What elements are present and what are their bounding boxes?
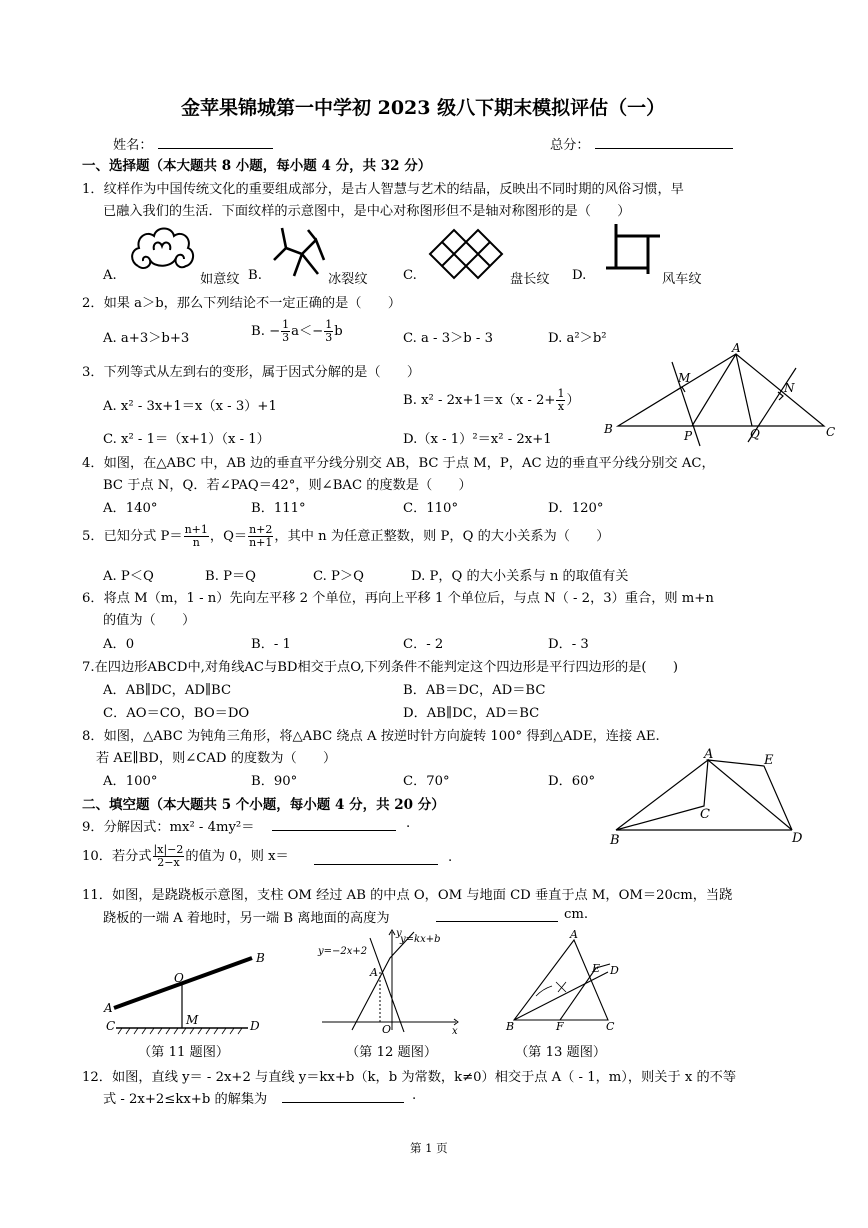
page-number: 第 1 页 [410,1141,448,1155]
q11-label-d: D [250,1019,260,1033]
q2-option-d: D. a²＞b² [548,331,607,346]
q11-stem-line1: 11．如图，是跷跷板示意图，支柱 OM 经过 AB 的中点 O，OM 与地面 CD 垂直于点 M，OM＝20cm，当跷 [82,888,733,903]
q4-label-n: N [784,381,795,395]
q4-option-d: D．120° [548,501,604,516]
q11-unit: cm. [564,907,589,922]
q11-label-b: B [256,951,265,965]
q4-label-m: M [678,371,691,385]
ice-crack-pattern-figure [272,226,328,278]
q7-stem: 7.在四边形ABCD中,对角线AC与BD相交于点O,下列条件不能判定这个四边形是平行四边形的是( ) [82,660,679,675]
name-label: 姓名： [113,138,153,153]
q7-option-d: D．AB∥DC，AD＝BC [403,706,540,721]
q3-option-b: B. x² - 2x+1＝x（x - 2+ $\frac{1}{x}$ ） [403,387,580,413]
q3-option-c: C. x² - 1＝（x+1）（x - 1） [103,432,270,447]
score-label: 总分： [550,138,590,153]
q7-option-c: C．AO＝CO，BO＝DO [103,706,250,721]
q9-period: . [406,816,411,831]
q13-triangle-figure [500,928,630,1036]
q9-stem: 9．分解因式：mx² - 4my²＝ [82,820,255,835]
q4-stem-line1: 4．如图，在△ABC 中，AB 边的垂直平分线分别交 AB，BC 于点 M，P，AC 边的垂直平分线分别交 AC， [82,456,715,471]
q3-stem: 3．下列等式从左到右的变形，属于因式分解的是（ ） [82,365,421,380]
panchang-knot-pattern-figure [428,230,504,278]
q1-option-b: B. [248,268,262,283]
q12-stem-line2: 式 - 2x+2≤kx+b 的解集为 [103,1092,268,1107]
q5-option-a: A. P＜Q [103,569,154,584]
q4-label-c: C [826,425,836,439]
q2-stem: 2．如果 a＞b，那么下列结论不一定正确的是（ ） [82,296,402,311]
q4-triangle-figure [600,342,836,446]
q8-label-b: B [610,833,620,848]
q2-b-fraction: $\frac{1}{3}$ [282,318,290,344]
q11-figure-caption: （第 11 题图） [138,1045,230,1060]
q6-stem-line1: 6．将点 M（m，1 - n）先向左平移 2 个单位，再向上平移 1 个单位后，与点 N（ - 2，3）重合，则 m+n [82,591,714,606]
q8-option-d: D．60° [548,774,596,789]
q13-label-f: F [556,1020,564,1033]
q6-option-d: D．- 3 [548,637,589,652]
q12-line2-label: y=kx+b [400,934,441,945]
q13-label-c: C [606,1020,615,1033]
q8-option-b: B．90° [251,774,298,789]
q8-label-a: A [704,747,714,762]
q4-label-b: B [604,422,613,436]
q2-option-b: B. − $\frac{1}{3}$ a＜− $\frac{1}{3}$ b [251,318,343,344]
q10-answer-blank[interactable] [314,864,438,865]
q11-seesaw-figure [100,948,270,1040]
q5-stem: 5．已知分式 P＝ $\frac{n+1}{n}$ ，Q＝ $\frac{n+2}{n+1}$ ，其中 n 为任意正整数，则 P，Q 的大小关系为（ ） [82,523,610,549]
q12-line1-label: y=−2x+2 [318,946,368,957]
q8-label-d: D [792,831,803,846]
q8-label-c: C [700,807,710,822]
q4-label-a: A [732,341,741,355]
q1-option-d: D. [572,268,587,283]
q4-option-c: C．110° [403,501,459,516]
q2-option-c: C. a - 3＞b - 3 [403,331,493,346]
q1-stem-line2: 已融入我们的生活．下面纹样的示意图中，是中心对称图形但不是轴对称图形的是（ ） [103,204,631,219]
page-title: 金苹果锦城第一中学初 2023 级八下期末模拟评估（一） [181,97,666,119]
q12-period: . [412,1088,417,1103]
section-fill-heading: 二、填空题（本大题共 5 个小题，每小题 4 分，共 20 分） [82,797,445,813]
q4-stem-line2: BC 于点 N，Q．若∠PAQ＝42°，则∠BAC 的度数是（ ） [103,478,472,493]
ruyi-pattern-figure [130,224,196,276]
windmill-pattern-figure [604,224,660,274]
q5-p-fraction: $\frac{n+1}{n}$ [184,523,208,549]
q12-answer-blank[interactable] [282,1102,404,1103]
section-choice-heading: 一、选择题（本大题共 8 小题，每小题 4 分，共 32 分） [82,158,432,174]
q11-stem-line2: 跷板的一端 A 着地时，另一端 B 离地面的高度为 [103,911,390,926]
q5-option-d: D. P，Q 的大小关系与 n 的取值有关 [411,569,629,584]
q6-option-c: C．- 2 [403,637,444,652]
score-blank[interactable] [595,148,733,149]
q6-stem-line2: 的值为（ ） [103,613,196,628]
q3-b-fraction: $\frac{1}{x}$ [557,387,565,413]
q2-b-fraction-2: $\frac{1}{3}$ [325,318,333,344]
q1-caption-a: 如意纹 [200,272,240,287]
q12-graph-figure [318,928,464,1036]
q4-label-p: P [684,429,693,443]
q4-label-q: Q [750,427,760,441]
q5-option-c: C. P＞Q [313,569,364,584]
q5-option-b: B. P＝Q [205,569,256,584]
q6-option-b: B．- 1 [251,637,291,652]
q11-label-a: A [104,1001,113,1015]
q8-rotation-figure [608,744,808,848]
q8-label-e: E [764,753,774,768]
q10-stem: 10．若分式 $\frac{|x|-2}{2-x}$ 的值为 0，则 x＝ [82,843,289,869]
q1-option-a: A. [103,268,117,283]
q8-option-a: A．100° [103,774,158,789]
q10-period: . [448,850,453,865]
q11-label-m: M [186,1013,199,1027]
q12-label-x: x [452,1026,458,1037]
q4-option-b: B．111° [251,501,306,516]
q1-caption-b: 冰裂纹 [328,272,368,287]
q1-caption-c: 盘长纹 [510,272,550,287]
name-blank[interactable] [158,148,273,149]
q11-answer-blank[interactable] [436,921,558,922]
q8-stem-line2: 若 AE∥BD，则∠CAD 的度数为（ ） [96,751,337,766]
q13-label-d: D [610,964,619,977]
q8-option-c: C．70° [403,774,450,789]
q7-option-a: A．AB∥DC，AD∥BC [103,683,232,698]
q5-q-fraction: $\frac{n+2}{n+1}$ [249,523,273,549]
q12-stem-line1: 12．如图，直线 y＝ - 2x+2 与直线 y＝kx+b（k，b 为常数，k≠0）相交于点 A（ - 1，m），则关于 x 的不等 [82,1070,737,1085]
q2-option-a: A. a+3＞b+3 [103,331,190,346]
q8-stem-line1: 8．如图，△ABC 为钝角三角形，将△ABC 绕点 A 按逆时针方向旋转 100° 得到△ADE，连接 AE. [82,729,660,744]
q11-label-c: C [106,1019,116,1033]
q12-label-a: A [370,966,378,979]
q1-stem-line1: 1．纹样作为中国传统文化的重要组成部分，是古人智慧与艺术的结晶，反映出不同时期的风俗习惯，早 [82,182,684,197]
q13-label-a: A [570,928,578,941]
q13-figure-caption: （第 13 题图） [515,1045,607,1060]
q3-option-a: A. x² - 3x+1＝x（x - 3）+1 [103,399,277,414]
q7-option-b: B．AB＝DC，AD＝BC [403,683,546,698]
q9-answer-blank[interactable] [272,830,396,831]
q4-option-a: A．140° [103,501,158,516]
q13-label-e: E [592,962,601,975]
q1-option-c: C. [403,268,417,283]
q12-label-o: O [382,1023,392,1036]
q6-option-a: A．0 [103,637,135,652]
q10-fraction: $\frac{|x|-2}{2-x}$ [153,843,184,869]
q12-label-y: y [396,928,402,939]
q3-option-d: D.（x - 1）²＝x² - 2x+1 [403,432,552,447]
q1-caption-d: 风车纹 [662,272,702,287]
q12-figure-caption: （第 12 题图） [346,1045,438,1060]
q13-label-b: B [506,1020,515,1033]
q11-label-o: O [174,971,184,985]
